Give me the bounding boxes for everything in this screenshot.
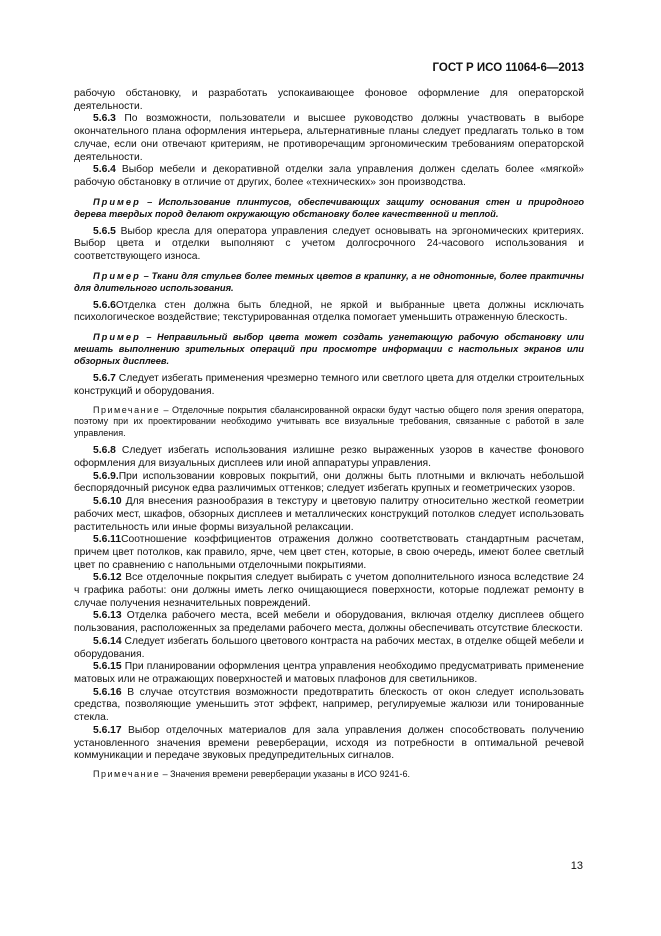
example-text: – Ткани для стульев более темных цветов в крапинку, а не однотонные, более практичны для длительного использования. xyxy=(74,270,584,293)
clause-text: Все отделочные покрытия следует выбирать с учетом дополнительного износа вследствие 24 ч графика работы: они должны иметь легко очищающиеся поверхности, которые подлежат ремонту в случае получения незначительных повреждений. xyxy=(74,572,584,609)
document-id: ГОСТ Р ИСО 11064-6—2013 xyxy=(432,62,584,74)
example-label: Пример xyxy=(93,270,141,281)
note-text: – Значения времени реверберации указаны в ИСО 9241-6. xyxy=(160,768,411,779)
clause-number: 5.6.11 xyxy=(93,534,122,546)
clause-5-6-10 xyxy=(74,496,584,534)
clause-text: Соотношение коэффициентов отражения должно соответствовать стандартным расчетам, причем цвет потолков, как правило, ярче, чем цвет стен, которые, в свою очередь, имеют более светлый цвет по сравнению с напольными отделочными покрытиями. xyxy=(74,534,584,571)
example-label: Пример xyxy=(93,196,141,207)
clause-text: Выбор кресла для оператора управления следует основывать на эргономических критериях. Выбор цвета и отделки выполняют с учетом долгосрочного 24-часового использования и соответствующего износа. xyxy=(74,225,584,263)
clause-number: 5.6.17 xyxy=(93,724,122,736)
clause-number: 5.6.16 xyxy=(93,686,122,698)
clause-5-6-14 xyxy=(74,636,584,661)
clause-text: Выбор мебели и декоративной отделки зала управления должен сделать более «мягкой» рабочую обстановку в отличие от других, более «технических» зон производства. xyxy=(74,164,584,188)
clause-number: 5.6.12 xyxy=(93,572,122,584)
clause-5-6-15 xyxy=(74,661,584,686)
clause-text: В случае отсутствия возможности предотвратить блескость от окон следует использовать средства, позволяющие уменьшить этот эффект, например, регулируемые жалюзи или тонированные стекла. xyxy=(74,686,584,724)
page-content xyxy=(74,88,584,781)
clause-5-6-16 xyxy=(74,687,584,725)
clause-5-6-5 xyxy=(74,226,584,264)
clause-number: 5.6.3 xyxy=(93,113,116,125)
note-1 xyxy=(74,405,584,440)
example-text: – Неправильный выбор цвета может создать угнетающую рабочую обстановку или мешать выполнению зрительных операций при просмотре информации с настольных экранов или обзорных дисплеев. xyxy=(74,332,584,367)
example-1 xyxy=(74,196,584,220)
clause-number: 5.6.9. xyxy=(93,470,119,482)
clause-5-6-7 xyxy=(74,373,584,398)
clause-text: Для внесения разнообразия в текстуру и цветовую палитру относительно жесткой геометрии рабочих мест, шкафов, обзорных дисплеев и металлических конструкций потолков следует использовать растительность или иные формы визуальной релаксации. xyxy=(74,496,584,533)
clause-5-6-3 xyxy=(74,113,584,164)
clause-5-6-4 xyxy=(74,164,584,189)
clause-number: 5.6.10 xyxy=(93,496,122,508)
clause-number: 5.6.6 xyxy=(93,299,116,311)
clause-text: Следует избегать большого цветового контраста на рабочих местах, в отделке общей мебели и оборудования. xyxy=(74,635,584,660)
clause-number: 5.6.5 xyxy=(93,225,116,237)
clause-number: 5.6.4 xyxy=(93,164,116,176)
example-2 xyxy=(74,270,584,294)
clause-5-6-6 xyxy=(74,300,584,325)
clause-number: 5.6.13 xyxy=(93,610,122,622)
clause-5-6-9 xyxy=(74,471,584,496)
clause-text: При использовании ковровых покрытий, они должны быть плотными и включать небольшой беспорядочный рисунок едва различимых оттенков; следует избегать крупных и геометрических узоров. xyxy=(74,470,584,495)
clause-5-6-12 xyxy=(74,572,584,610)
paragraph-continued: рабочую обстановку, и разработать успокаивающее фоновое оформление для операторской деятельности. xyxy=(74,88,584,112)
clause-text: По возможности, пользователи и высшее руководство должны участвовать в выборе окончательного плана оформления интерьера, альтернативные планы следует предлагать только в том случае, если они отвечают критериям, не противоречащим эргономическим требованиям операторской деятельности. xyxy=(74,113,584,163)
example-label: Пример xyxy=(93,332,141,343)
clause-5-6-13 xyxy=(74,610,584,635)
note-2 xyxy=(74,769,584,781)
clause-5-6-8 xyxy=(74,445,584,470)
clause-text: При планировании оформления центра управления необходимо предусматривать применение матовых или не отражающих поверхностей и матовых плафонов для светильников. xyxy=(74,661,584,685)
page-number: 13 xyxy=(570,860,583,872)
clause-5-6-17 xyxy=(74,725,584,763)
clause-text: Выбор отделочных материалов для зала управления должен способствовать получению установленного значения времени реверберации, исходя из потребности в оптимальной речевой коммуникации и передаче звуковых предупредительных сигналов. xyxy=(74,724,584,762)
clause-text: Следует избегать использования излишне резко выраженных узоров в качестве фонового оформления для визуальных дисплеев или иной аппаратуры управления. xyxy=(74,445,584,470)
clause-number: 5.6.8 xyxy=(93,445,116,457)
example-text: – Использование плинтусов, обеспечивающих защиту основания стен и природного дерева твердых пород делают окружающую обстановку более качественной и теплой. xyxy=(74,196,584,219)
clause-text: Отделка стен должна быть бледной, не яркой и выбранные цвета должны исключать психологическое воздействие; текстурированная отделка помогает уменьшить отраженную блескость. xyxy=(74,299,584,324)
note-label: Примечание xyxy=(93,404,161,415)
clause-text: Следует избегать применения чрезмерно темного или светлого цвета для отделки строительных конструкций и оборудования. xyxy=(74,373,584,397)
clause-number: 5.6.14 xyxy=(93,635,122,647)
clause-number: 5.6.15 xyxy=(93,661,122,673)
note-text: – Отделочные покрытия сбалансированной окраски будут частью общего поля зрения оператора, поэтому при их проектировании необходимо учитывать все визуальные требования, связанные с работой в зале управления. xyxy=(74,404,584,438)
clause-number: 5.6.7 xyxy=(93,373,116,385)
clause-5-6-11 xyxy=(74,534,584,572)
clause-text: Отделка рабочего места, всей мебели и оборудования, включая отделку дисплеев общего пользования, расположенных за пределами рабочего места, должны обеспечивать отсутствие блескости. xyxy=(74,610,584,635)
example-3 xyxy=(74,331,584,367)
note-label: Примечание xyxy=(93,768,161,779)
